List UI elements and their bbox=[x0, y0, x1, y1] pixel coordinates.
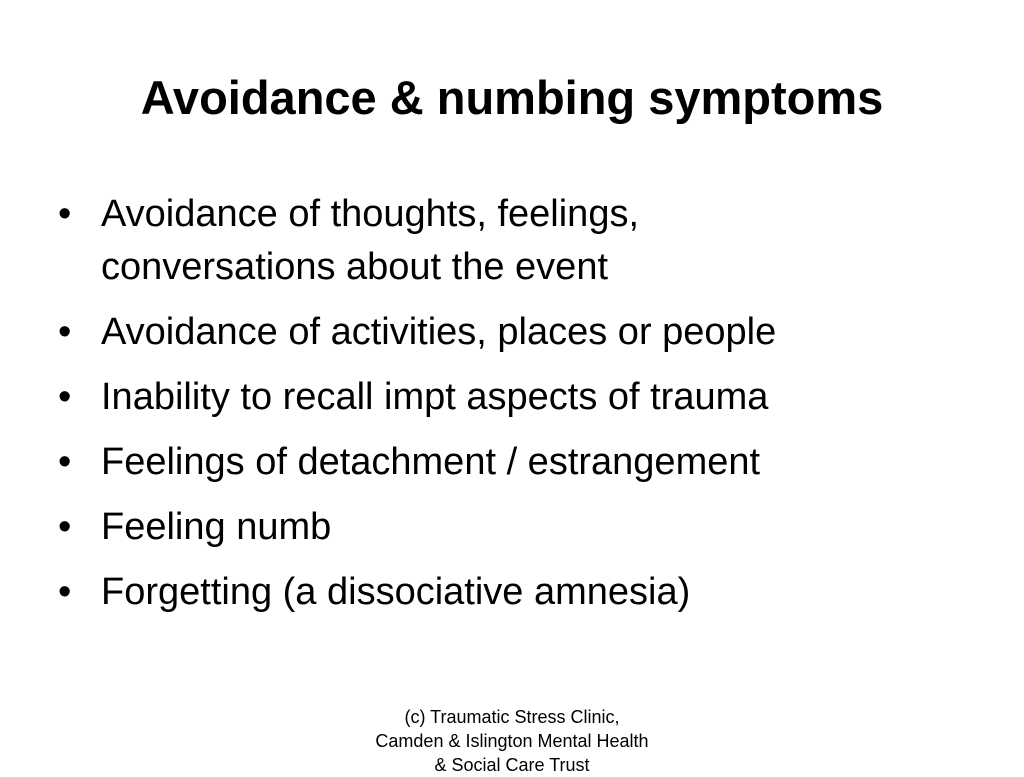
list-item-text-continued: conversations about the event bbox=[101, 246, 609, 288]
copyright-footer bbox=[312, 705, 712, 777]
list-item bbox=[56, 188, 956, 294]
bullet-dot-icon: • bbox=[58, 193, 72, 235]
bullet-dot-icon: • bbox=[58, 311, 72, 353]
list-item-text: Feelings of detachment / estrangement bbox=[101, 441, 761, 483]
footer-line-1: (c) Traumatic Stress Clinic, bbox=[404, 707, 620, 727]
slide-title: Avoidance & numbing symptoms bbox=[140, 71, 884, 124]
list-item-text: Avoidance of thoughts, feelings, bbox=[101, 193, 640, 235]
list-item bbox=[56, 371, 956, 424]
list-item bbox=[56, 566, 956, 619]
bullet-dot-icon: • bbox=[58, 571, 72, 613]
footer-line-2: Camden & Islington Mental Health bbox=[375, 731, 649, 751]
list-item bbox=[56, 306, 956, 359]
list-item-text: Feeling numb bbox=[101, 506, 332, 548]
list-item bbox=[56, 501, 956, 554]
bullet-dot-icon: • bbox=[58, 441, 72, 483]
list-item bbox=[56, 436, 956, 489]
list-item-text: Avoidance of activities, places or people bbox=[101, 311, 777, 353]
footer-line-3: & Social Care Trust bbox=[434, 755, 590, 775]
bullet-list bbox=[56, 188, 956, 631]
bullet-dot-icon: • bbox=[58, 376, 72, 418]
bullet-dot-icon: • bbox=[58, 506, 72, 548]
list-item-text: Forgetting (a dissociative amnesia) bbox=[101, 571, 691, 613]
list-item-text: Inability to recall impt aspects of trauma bbox=[101, 376, 769, 418]
